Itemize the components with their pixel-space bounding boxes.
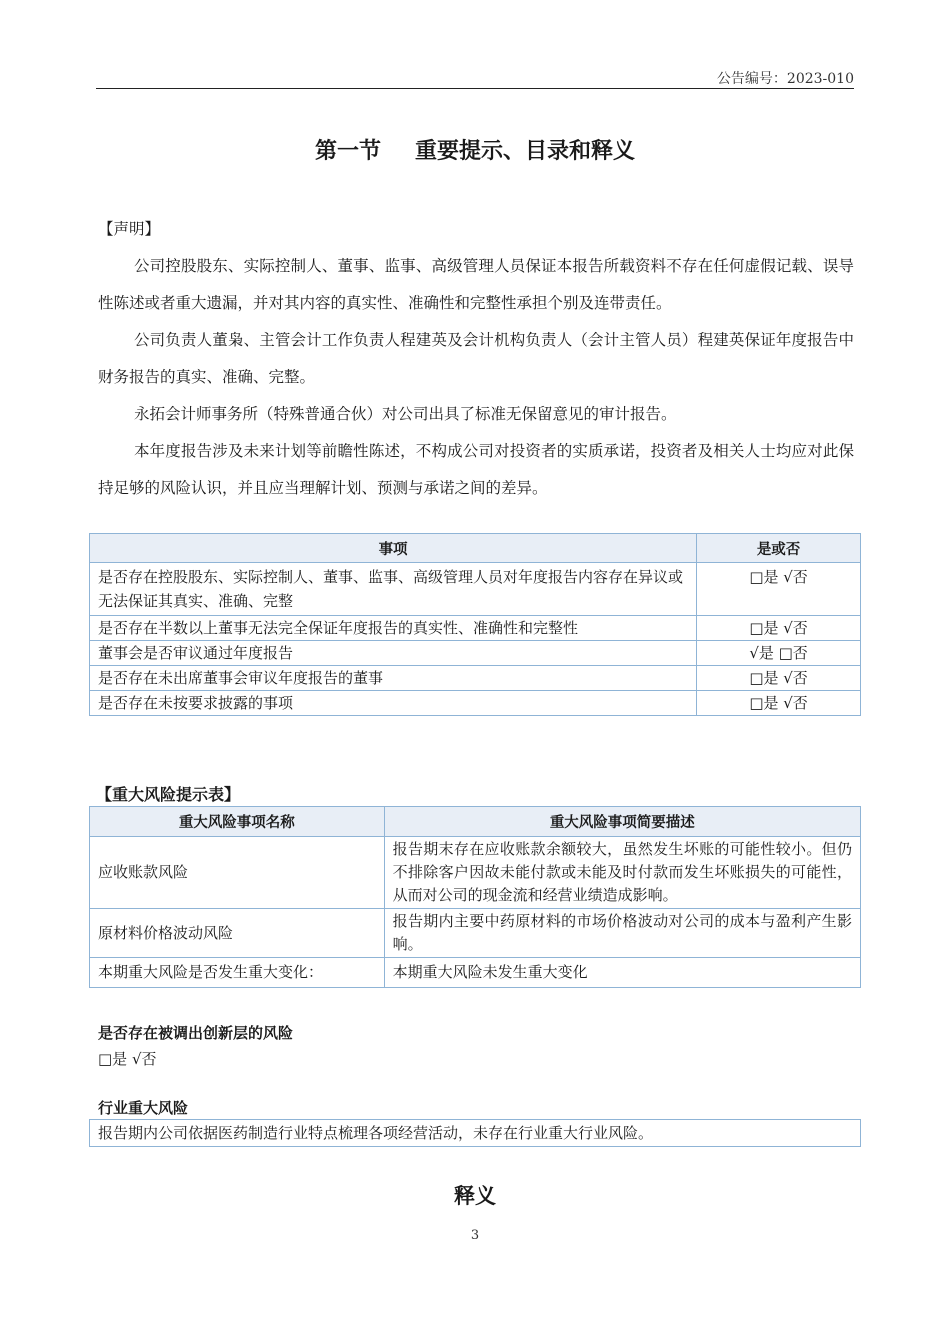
industry-risk-table — [89, 1119, 861, 1147]
item-cell: 是否存在控股股东、实际控制人、董事、监事、高级管理人员对年度报告内容存在异议或无法保证其真实、准确、完整 — [90, 563, 697, 616]
section-heading: 重要提示、目录和释义 — [415, 139, 636, 164]
risk-table-title: 【重大风险提示表】 — [96, 785, 241, 804]
announcement-code: 公告编号：2023-010 — [716, 71, 854, 87]
industry-risk-text: 报告期内公司依据医药制造行业特点梳理各项经营活动，未存在行业重大行业风险。 — [90, 1120, 861, 1147]
declaration-paragraph: 永拓会计师事务所（特殊普通合伙）对公司出具了标准无保留意见的审计报告。 — [134, 405, 677, 423]
section-number: 第一节 — [314, 139, 381, 164]
section-title — [0, 134, 950, 165]
disclosure-items-table — [89, 533, 861, 716]
answer-cell: □是 √否 — [697, 691, 861, 716]
declaration-paragraph: 本年度报告涉及未来计划等前瞻性陈述，不构成公司对投资者的实质承诺，投资者及相关人士均应对此保持足够的风险认识，并且应当理解计划、预测与承诺之间的差异。 — [98, 442, 854, 497]
item-cell: 是否存在半数以上董事无法完全保证年度报告的真实性、准确性和完整性 — [90, 616, 697, 641]
table-header-row — [90, 534, 861, 563]
table-row — [90, 666, 861, 691]
table-row — [90, 563, 861, 616]
definitions-title: 释义 — [454, 1184, 496, 1208]
table-row — [90, 958, 861, 988]
page-number: 3 — [470, 1228, 480, 1243]
declaration-paragraph: 公司控股股东、实际控制人、董事、监事、高级管理人员保证本报告所载资料不存在任何虚假记载、误导性陈述或者重大遗漏，并对其内容的真实性、准确性和完整性承担个别及连带责任。 — [98, 257, 854, 312]
table-row — [90, 909, 861, 958]
table-row — [90, 616, 861, 641]
industry-risk-title: 行业重大风险 — [98, 1099, 189, 1117]
column-header-answer: 是或否 — [697, 534, 861, 563]
item-cell: 是否存在未按要求披露的事项 — [90, 691, 697, 716]
table-row — [90, 1120, 861, 1147]
column-header-risk-desc: 重大风险事项简要描述 — [384, 807, 860, 837]
column-header-risk-name: 重大风险事项名称 — [90, 807, 385, 837]
answer-cell: √是 □否 — [697, 641, 861, 666]
table-header-row — [90, 807, 861, 837]
risk-desc-cell: 本期重大风险未发生重大变化 — [384, 958, 860, 988]
declaration-label: 【声明】 — [98, 220, 161, 238]
answer-cell: □是 √否 — [697, 666, 861, 691]
answer-cell: □是 √否 — [697, 563, 861, 616]
answer-cell: □是 √否 — [697, 616, 861, 641]
risk-desc-cell: 报告期末存在应收账款余额较大，虽然发生坏账的可能性较小。但仍不排除客户因故未能付款或未能及时付款而发生坏账损失的可能性，从而对公司的现金流和经营业绩造成影响。 — [384, 837, 860, 909]
declaration-paragraph: 公司负责人董枭、主管会计工作负责人程建英及会计机构负责人（会计主管人员）程建英保证年度报告中财务报告的真实、准确、完整。 — [98, 331, 854, 386]
innovation-layer-answer: □是 √否 — [98, 1050, 157, 1068]
item-cell: 董事会是否审议通过年度报告 — [90, 641, 697, 666]
major-risk-table — [89, 806, 861, 988]
risk-name-cell: 原材料价格波动风险 — [90, 909, 385, 958]
table-row — [90, 691, 861, 716]
header-divider — [96, 88, 854, 89]
table-row — [90, 641, 861, 666]
table-row — [90, 837, 861, 909]
item-cell: 是否存在未出席董事会审议年度报告的董事 — [90, 666, 697, 691]
risk-desc-cell: 报告期内主要中药原材料的市场价格波动对公司的成本与盈利产生影响。 — [384, 909, 860, 958]
column-header-item: 事项 — [90, 534, 697, 563]
risk-name-cell: 应收账款风险 — [90, 837, 385, 909]
risk-name-cell: 本期重大风险是否发生重大变化： — [90, 958, 385, 988]
innovation-layer-title: 是否存在被调出创新层的风险 — [98, 1024, 294, 1042]
